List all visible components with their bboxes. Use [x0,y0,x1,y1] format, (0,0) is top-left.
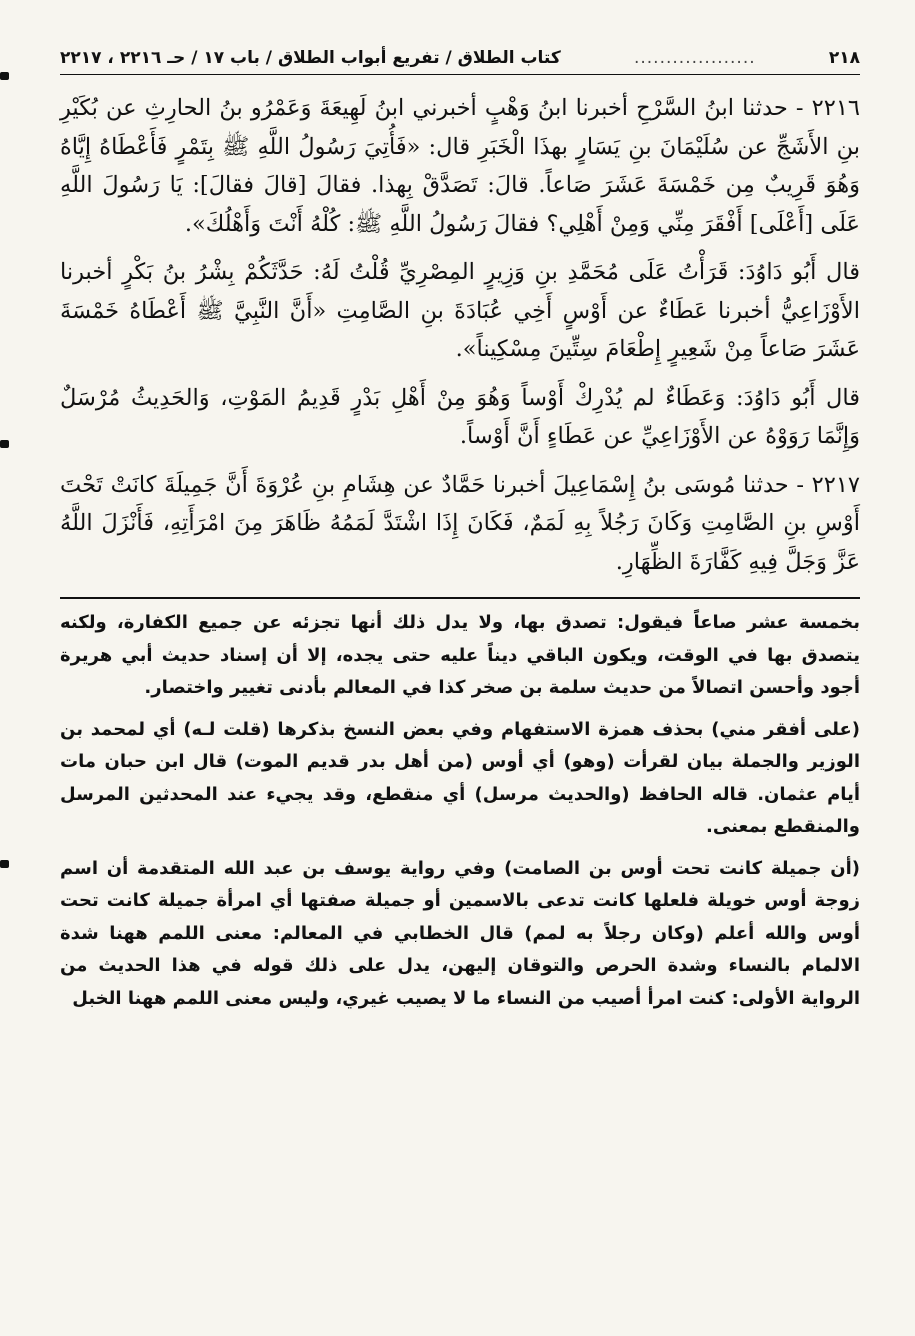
commentary-paragraph: (أن جميلة كانت تحت أوس بن الصامت) وفي رواية يوسف بن عبد الله المتقدمة أن اسم زوجة أوس خويلة فلعلها كانت تدعى بالاسمين أو جميلة صفتها أي امرأة جميلة كانت تحت أوس والله أعلم (وكان رجلاً به لمم) قال الخطابي في المعالم: معنى اللمم ههنا شدة الالمام بالنساء وشدة الحرص والتوقان إليهن، يدل على ذلك قوله في هذا الحديث من الرواية الأولى: كنت امرأ أصيب من النساء ما لا يصيب غيري، وليس معنى اللمم ههنا الخبل [60,857,860,1009]
commentary-paragraph: (على أفقر مني) بحذف همزة الاستفهام وفي بعض النسخ بذكرها (قلت لـه) أي لمحمد بن الوزير والجملة بيان لقرأت (وهو) أي أوس (من أهل بدر قديم الموت) قال ابن حبان مات أيام عثمان. قاله الحافظ (والحديث مرسل) أي منقطع، وقد يجيء عند المحدثين المرسل والمنقطع بمعنى. [60,718,860,837]
commentary-paragraph: بخمسة عشر صاعاً فيقول: تصدق بها، ولا يدل ذلك أنها تجزئه عن جميع الكفارة، ولكنه يتصدق بها في الوقت، ويكون الباقي ديناً عليه حتى يجده، إلا أن إسناد حديث أبي هريرة أجود وأحسن اتصالاً من حديث سلمة بن صخر كذا في المعالم بأدنى تغيير واختصار. [60,612,860,698]
abu-dawud-comment-1: قال أَبُو دَاوُدَ: قَرَأْتُ عَلَى مُحَمَّدِ بنِ وَزِيرٍ المِصْرِيِّ قُلْتُ لَهُ: حَدَّثَكُمْ بِشْرُ بنُ بَكْرٍ أخبرنا الأَوْزَاعِيُّ أخبرنا عَطَاءٌ عن أَوْسٍ أَخِي عُبَادَةَ بنِ الصَّامِتِ «أَنَّ النَّبِيَّ ﷺ أَعْطَاهُ خَمْسَةَ عَشَرَ صَاعاً مِنْ شَعِيرٍ إِطْعَامَ سِتِّينَ مِسْكِيناً». [60,259,860,362]
hadith-2216: ٢٢١٦ - حدثنا ابنُ السَّرْحِ أخبرنا ابنُ وَهْبٍ أخبرني ابنُ لَهِيعَةَ وَعَمْرُو بنُ الحارِثِ عن بُكَيْرِ بنِ الأَشَجِّ عن سُلَيْمَانَ بنِ يَسَارٍ بهذَا الْخَبَرِ قال: «فَأُتِيَ رَسُولُ اللَّهِ ﷺ بِتَمْرٍ فَأَعْطَاهُ إِيَّاهُ وَهُوَ قَرِيبٌ مِن خَمْسَةَ عَشَرَ صَاعاً. قالَ: تَصَدَّقْ بِهذا. فقالَ [قالَ فقالَ]: يَا رَسُولَ اللَّهِ عَلَى [أَعْلَى] أَفْقَرَ مِنِّي وَمِنْ أَهْلِي؟ فقالَ رَسُولُ اللَّهِ ﷺ: كُلْهُ أَنْتَ وَأَهْلُكَ». [60,95,860,237]
abu-dawud-comment-2: قال أَبُو دَاوُدَ: وَعَطَاءٌ لم يُدْرِكْ أَوْساً وَهُوَ مِنْ أَهْلِ بَدْرٍ قَدِيمُ المَوْتِ، وَالحَدِيثُ مُرْسَلٌ وَإِنَّمَا رَوَوْهُ عن الأَوْزَاعِيِّ عن عَطَاءٍ أَنَّ أَوْساً. [60,384,860,449]
commentary [60,607,860,1015]
header-title: كتاب الطلاق / تفريع أبواب الطلاق / باب ١٧ / حـ ٢٢١٦ ، ٢٢١٧ [60,48,561,68]
header-dots: ................... [633,48,756,68]
binding-mark [0,860,9,868]
book-page [60,48,860,1318]
running-header [60,48,860,75]
footnote-separator [60,597,860,599]
hadith-text [60,89,860,581]
hadith-2217: ٢٢١٧ - حدثنا مُوسَى بنُ إِسْمَاعِيلَ أخبرنا حَمَّادٌ عن هِشَامِ بنِ عُرْوَةَ أَنَّ جَمِيلَةَ كانَتْ تَحْتَ أَوْسِ بنِ الصَّامِتِ وَكَانَ رَجُلاً بِهِ لَمَمٌ، فَكَانَ إِذَا اشْتَدَّ لَمَمُهُ ظَاهَرَ مِنَ امْرَأَتِهِ، فَأَنْزَلَ اللَّهُ عَزَّ وَجَلَّ فِيهِ كَفَّارَةَ الظِّهَارِ. [60,471,860,575]
binding-mark [0,440,9,448]
binding-mark [0,72,9,80]
page-number: ٢١٨ [828,48,860,68]
